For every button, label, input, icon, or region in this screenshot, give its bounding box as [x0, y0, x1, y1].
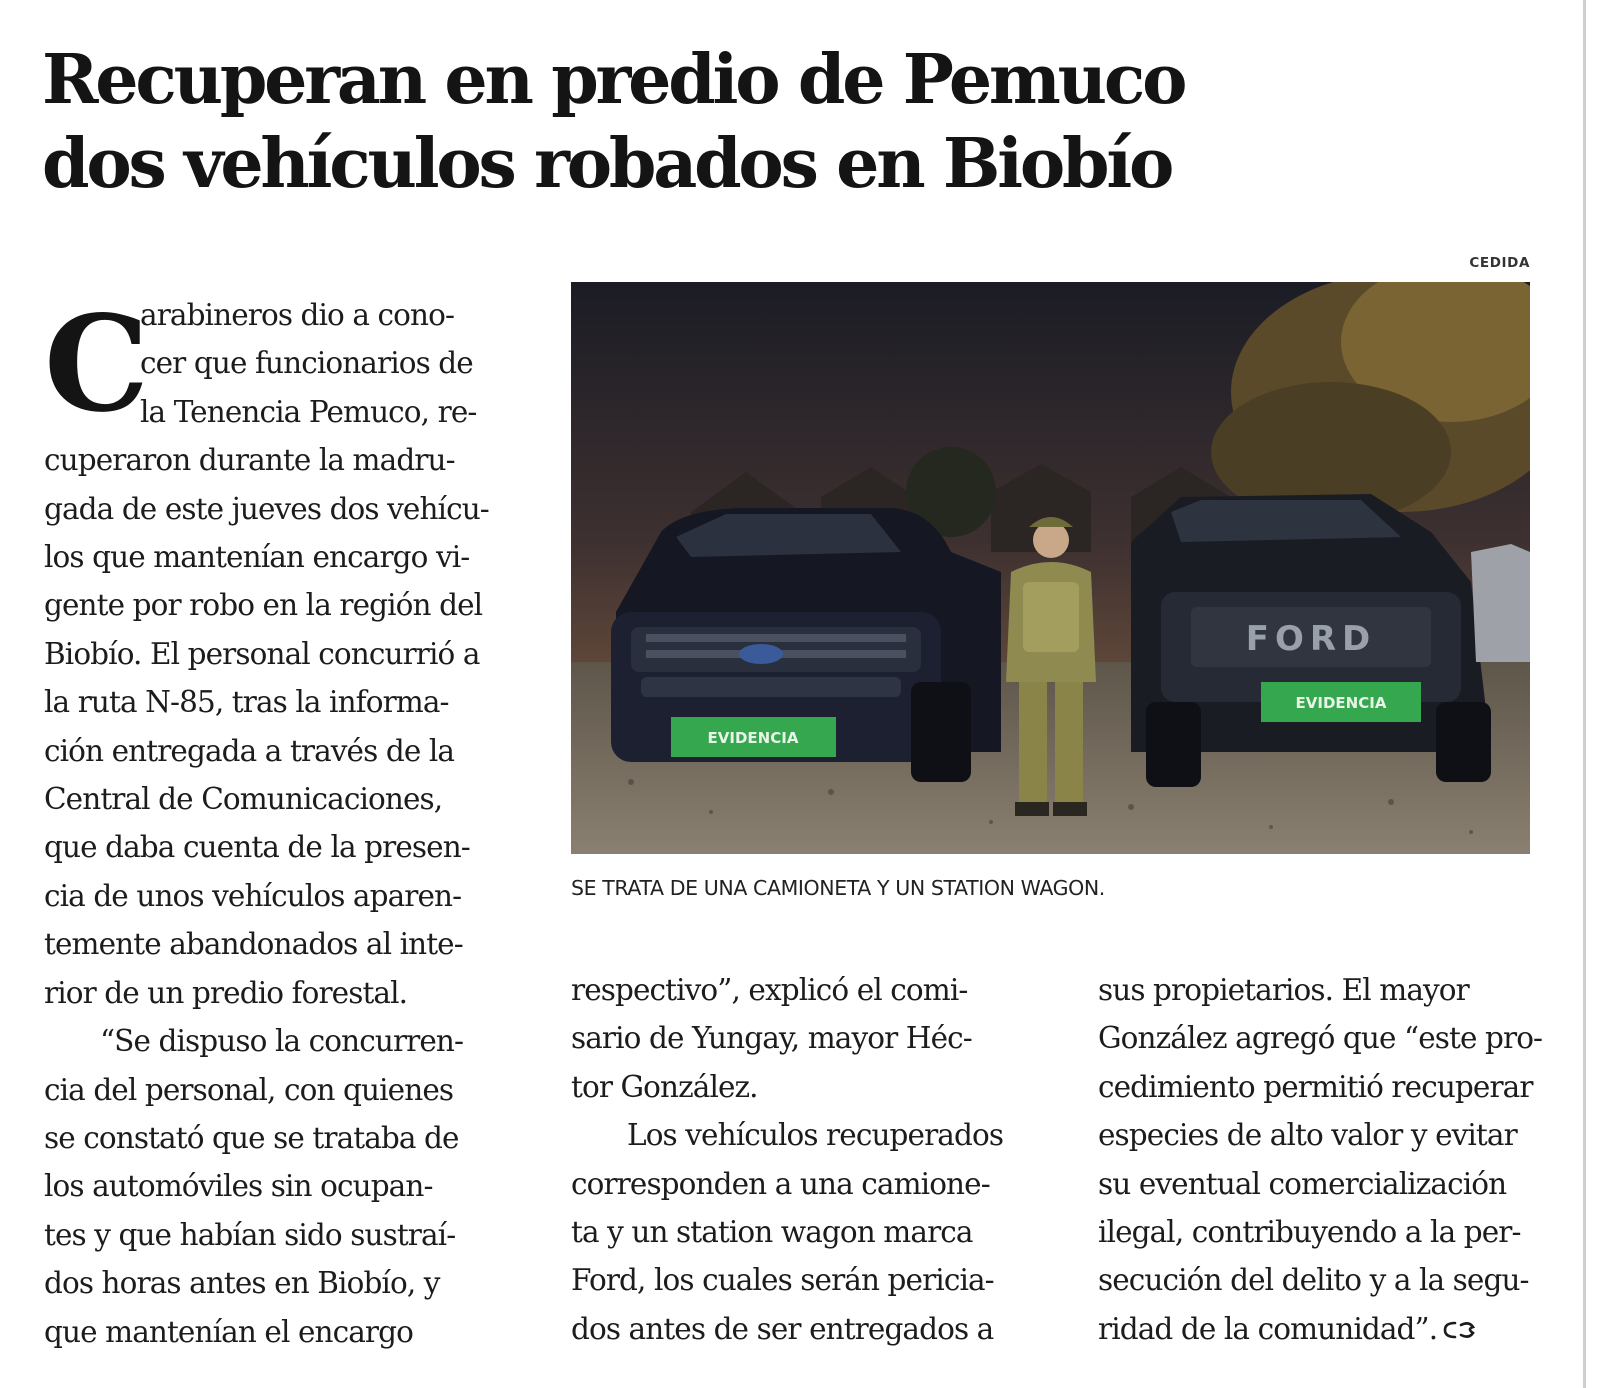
text-line: que daba cuenta de la presen-: [44, 830, 470, 865]
text-line: tes y que habían sido sustraí-: [44, 1217, 456, 1252]
plate-text: EVIDENCIA: [1295, 694, 1387, 712]
text-line: sus propietarios. El mayor: [1098, 973, 1469, 1007]
photo-credit: CEDIDA: [1469, 255, 1530, 271]
text-line: la Tenencia Pemuco, re-: [140, 394, 477, 429]
headline-line: Recuperan en predio de Pemuco: [42, 40, 1185, 120]
headline: [42, 38, 1382, 206]
plate-text: EVIDENCIA: [707, 729, 799, 747]
text-line: ilegal, contribuyendo a la per-: [1098, 1215, 1521, 1250]
text-line: se constató que se trataba de: [44, 1120, 459, 1155]
text-line: dos horas antes en Biobío, y: [44, 1266, 440, 1301]
text-line: cuperaron durante la madru-: [44, 443, 455, 478]
headline-line: dos vehículos robados en Biobío: [42, 124, 1172, 204]
grille-text: FORD: [1245, 619, 1377, 659]
text-line: especies de alto valor y evitar: [1098, 1118, 1517, 1153]
text-line-last: ridad de la comunidad”.: [1098, 1311, 1438, 1346]
text-line: ta y un station wagon marca: [571, 1215, 973, 1250]
text-line: cia de unos vehículos aparen-: [44, 878, 462, 913]
text-line: González agregó que “este pro-: [1098, 1021, 1543, 1056]
text-line: Central de Comunicaciones,: [44, 782, 443, 817]
end-mark-icon: [1441, 1307, 1477, 1355]
text-line: Los vehículos recuperados: [627, 1118, 1004, 1153]
photo-caption: SE TRATA DE UNA CAMIONETA Y UN STATION WAGON.: [571, 876, 1105, 900]
text-line: “Se dispuso la concurren-: [100, 1024, 464, 1059]
text-line: tor González.: [571, 1069, 758, 1104]
text-line: cedimiento permitió recuperar: [1098, 1069, 1533, 1104]
drop-cap: C: [44, 287, 150, 442]
photo-illustration: [571, 282, 1530, 854]
text-line: gada de este jueves dos vehícu-: [44, 491, 489, 526]
page-edge: [1583, 0, 1586, 1388]
news-photo: [571, 282, 1530, 854]
text-line: secución del delito y a la segu-: [1098, 1263, 1529, 1298]
text-line: gente por robo en la región del: [44, 588, 483, 623]
text-line: rior de un predio forestal.: [44, 975, 408, 1010]
text-line: [1098, 1305, 1576, 1355]
text-line: Biobío. El personal concurrió a: [44, 636, 480, 671]
text-line: la ruta N-85, tras la informa-: [44, 685, 449, 720]
vehicle-station-wagon: [611, 508, 1001, 782]
text-line: los que mantenían encargo vi-: [44, 540, 470, 575]
text-line: arabineros dio a cono-: [140, 298, 455, 332]
text-line: que mantenían el encargo: [44, 1314, 413, 1349]
article-column-2: [571, 966, 1049, 1353]
article-column-1: [44, 287, 522, 1356]
text-line: los automóviles sin ocupan-: [44, 1169, 433, 1204]
text-line: ción entregada a través de la: [44, 733, 455, 768]
text-line: cia del personal, con quienes: [44, 1072, 454, 1107]
text-line: temente abandonados al inte-: [44, 927, 463, 962]
text-line: respectivo”, explicó el comi-: [571, 973, 968, 1007]
text-line: cer que funcionarios de: [140, 346, 473, 381]
text-line: su eventual comercialización: [1098, 1166, 1507, 1201]
text-line: Ford, los cuales serán pericia-: [571, 1263, 994, 1298]
text-line: sario de Yungay, mayor Héc-: [571, 1021, 972, 1056]
text-line: corresponden a una camione-: [571, 1166, 990, 1201]
text-line: dos antes de ser entregados a: [571, 1311, 994, 1346]
article-column-3: [1098, 966, 1576, 1355]
